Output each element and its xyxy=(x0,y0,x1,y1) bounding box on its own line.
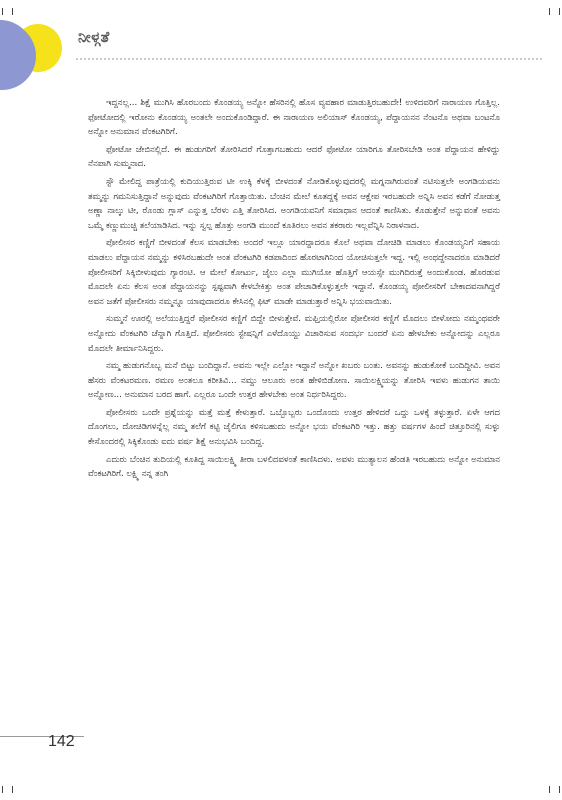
header-dotted-rule xyxy=(76,58,542,60)
paragraph: ಪೋಲೀಸರು ಒಂದೇ ಪ್ರಶ್ನೆಯನ್ನು ಮತ್ತೆ ಮತ್ತೆ ಕೇಳುತ್ತಾರೆ. ಒಬ್ಬೊಬ್ಬರು ಒಂದೊಂದು ಉತ್ತರ ಹೇಳಿದರೆ ಒದ್ದು ಒಳಕ್ಕೆ ತಳ್ಳುತ್ತಾರೆ. ಏಳೇ ಆಗದ ದೊಂಗಲು, ದೋಚಿಡಿಗಳನ್ನೆಲ್ಲ ನಮ್ಮ ತಲೆಗೆ ಕಟ್ಟಿ ಜೈಲಿಗೂ ಕಳಿಸಬಹುದು ಅನ್ನೋ ಭಯ ವೆಂಕಟಗಿರಿ ಇತ್ತು. ಹತ್ತು ವರ್ಷಗಳ ಹಿಂದೆ ಚಿತ್ತೂರಿನಲ್ಲಿ ಸುಳ್ಳು ಕೇಸೊಂದರಲ್ಲಿ ಸಿಕ್ಕಿಕೊಂಡು ಐದು ವರ್ಷ ಶಿಕ್ಷೆ ಅನುಭವಿಸಿ ಬಂದಿದ್ದ. xyxy=(88,407,500,448)
header-decoration xyxy=(0,0,90,100)
body-text xyxy=(88,96,500,485)
paragraph: ನಮ್ಮ ಹುಡುಗನೊಬ್ಬ ಮನೆ ಬಿಟ್ಟು ಬಂದಿದ್ದಾನೆ. ಅವನು ಇಲ್ಲೇ ಎಲ್ಲೋ ಇದ್ದಾನೆ ಅನ್ನೋ ಖಬರು ಬಂತು. ಅವನನ್ನು ಹುಡುಕೋಕೆ ಬಂದಿದ್ದೀವಿ. ಅವನ ಹೆಸರು ವೆಂಕಟರಮಣ. ರಮಣ ಅಂತಲೂ ಕರೀತಿವಿ... ನಮ್ದು ಆಲೂರು ಅಂತ ಹೇಳಿಬಿಡೋಣ. ಸಾಯಿಲಕ್ಷ್ಮಿಯನ್ನು ತೋರಿಸಿ ಇವಳು ಹುಡುಗನ ತಾಯಿ ಅನ್ನೋಣ... ಅನುಮಾನ ಬರದ ಹಾಗೆ. ಎಲ್ಲರೂ ಒಂದೇ ಉತ್ತರ ಹೇಳಬೇಕು ಅಂತ ನಿರ್ಧರಿಸಿದ್ದರು. xyxy=(88,361,500,401)
crop-mark xyxy=(559,8,560,15)
crop-mark xyxy=(2,786,3,793)
crop-mark xyxy=(549,786,550,793)
paragraph: ಇದ್ದನಲ್ಲ... ಶಿಕ್ಷೆ ಮುಗಿಸಿ ಹೊರಬಂದು ಕೊಂಡಯ್ಯ ಅನ್ನೋ ಹೆಸರಿನಲ್ಲಿ ಹೊಸ ವ್ಯವಹಾರ ಮಾಡುತ್ತಿರಬಹುದೇ! ಉಳಿದವರಿಗೆ ನಾರಾಯಣ ಗೊತ್ತಿಲ್ಲ. ಫೋಟೋದಲ್ಲಿ ಇರೋನು ಕೊಂಡಯ್ಯ ಅಂತಲೇ ಅಂದುಕೊಂಡಿದ್ದಾರೆ. ಈ ನಾರಾಯಣ ಅಲಿಯಾಸ್ ಕೊಂಡಯ್ಯ, ಪೆದ್ದಾಯನನ ನೆಂಟನೊ ಅಥವಾ ಬಂಟನೊ ಅನ್ನೋ ಅನುಮಾನ ವೆಂಕಟಗಿರಿಗೆ. xyxy=(88,98,500,138)
paragraph: ಎದುರು ಬೆಂಚಿನ ತುದಿಯಲ್ಲಿ ಕೂತಿದ್ದ ಸಾಯಿಲಕ್ಷ್ಮಿ ತೀರಾ ಬಳಲಿದವಳಂತೆ ಕಾಣಿಸಿದಳು. ಅವಳು ಮುತ್ಯಾಲನ ಹೆಂಡತಿ ಇರಬಹುದು ಅನ್ನೋ ಅನುಮಾನ ವೆಂಕಟಗಿರಿಗೆ. ಲಕ್ಷ್ಮಿ ನನ್ನ ತಂಗಿ xyxy=(88,454,500,480)
paragraph: ಫೋಟೋ ಜೇಬಿನಲ್ಲಿದೆ. ಈ ಹುಡುಗರಿಗೆ ತೋರಿಸಿದರೆ ಗೊತ್ತಾಗಬಹುದು ಆದರೆ ಫೋಟೋ ಯಾರಿಗೂ ತೋರಿಸಬೇಡಿ ಅಂತ ಪೆದ್ದಾಯನ ಹೇಳಿದ್ದು ನೆನಪಾಗಿ ಸುಮ್ಮನಾದ. xyxy=(88,144,500,170)
crop-mark xyxy=(559,786,560,793)
paragraph: ಪೋಲೀಸರ ಕಣ್ಣಿಗೆ ಬೀಳದಂತೆ ಕೆಲಸ ಮಾಡಬೇಕು ಅಂದರೆ ಇಲ್ಲೂ ಯಾರದ್ದಾದರೂ ಕೊಲೆ ಅಥವಾ ದೋಚಿಡಿ ಮಾಡಲು ಕೊಂಡಯ್ಯನಿಗೆ ಸಹಾಯ ಮಾಡಲು ಪೆದ್ದಾಯನ ನಮ್ಮನ್ನು ಕಳಿಸಿರಬಹುದೇ ಅಂತ ವೆಂಕಟಗಿರಿ ಕಡಪಾದಿಂದ ಹೊರಟಾಗಿನಿಂದ ಯೋಚಿಸುತ್ತಲೇ ಇದ್ದ. ಇಲ್ಲಿ ಅಂಥದ್ದೇನಾದರೂ ಮಾಡಿದರೆ ಪೋಲೀಸರಿಗೆ ಸಿಕ್ಕಿಬೀಳುವುದು ಗ್ಯಾರಂಟಿ. ಆ ಮೇಲೆ ಕೋರ್ಟು, ಜೈಲು ಎಲ್ಲಾ ಮುಗಿಯೋ ಹೊತ್ತಿಗೆ ಆಯಸ್ಸೇ ಮುಗಿದಿರುತ್ತೆ ಅಂದುಕೊಂಡ. ಹೊರಡುವ ಮೊದಲೇ ಏನು ಕೆಲಸ ಅಂತ ಪೆದ್ದಾಯನನ್ನು ಸ್ಪಷ್ಟವಾಗಿ ಕೇಳಬೇಕಿತ್ತು ಅಂತ ಪೇಚಾಡಿಕೊಳ್ಳುತ್ತಲೇ ಇದ್ದಾನೆ. ಕೊಂಡಯ್ಯ ಪೋಲೀಸರಿಗೆ ಬೇಕಾದವನಾಗಿದ್ದರೆ ಅವನ ಜತೆಗೆ ಪೋಲೀಸರು ನಮ್ಮನ್ನೂ ಯಾವುದಾದರೂ ಕೇಸಿನಲ್ಲಿ ಫಿಟ್ ಮಾಡೇ ಮಾಡುತ್ತಾರೆ ಅನ್ನಿಸಿ ಭಯವಾಯಿತು. xyxy=(88,238,500,307)
crop-mark xyxy=(549,8,550,15)
crop-mark xyxy=(12,786,13,793)
paragraph: ಸ್ಟೌ ಮೇಲಿದ್ದ ಪಾತ್ರೆಯಲ್ಲಿ ಕುದಿಯುತ್ತಿರುವ ಟೀ ಉಕ್ಕಿ ಕೆಳಕ್ಕೆ ಬೀಳದಂತೆ ನೋಡಿಕೊಳ್ಳುವುದರಲ್ಲಿ ಮಗ್ನನಾಗಿರುವಂತೆ ನಟಿಸುತ್ತಲೇ ಅಂಗಡಿಯವನು ತಮ್ಮನ್ನು ಗಮನಿಸುತ್ತಿದ್ದಾನೆ ಅನ್ನುವುದು ವೆಂಕಟಗಿರಿಗೆ ಗೊತ್ತಾಯಿತು. ಬೆಂಚಿನ ಮೇಲೆ ಕೂತದ್ದಕ್ಕೆ ಅವನ ಆಕ್ಷೇಪ ಇರಬಹುದೇ ಅನ್ನಿಸಿ ಅವನ ಕಡೆಗೆ ನೋಡುತ್ತ ಅಣ್ಣಾ ನಾಲ್ಕು ಟೀ, ರೊಂಡು ಗ್ಲಾಸ್ ಎನ್ನುತ್ತ ಬೆರಳು ಎತ್ತಿ ತೋರಿಸಿದ. ಅಂಗಡಿಯವನಿಗೆ ಸಮಾಧಾನ ಆದಂತೆ ಕಾಣಿಸಿತು. ಕೊಡುತ್ತೇನೆ ಅನ್ನುವಂತೆ ಅವನು ಒಮ್ಮೆ ಕಣ್ಣುಮುಚ್ಚಿ ತಲೆಯಾಡಿಸಿದ. ಇನ್ನು ಸ್ವಲ್ಪ ಹೊತ್ತು ಅಂಗಡಿ ಮುಂದೆ ಕೂತಿರಲು ಅವನ ತಕರಾರು ಇಲ್ಲವೆನ್ನಿಸಿ ನಿರಾಳನಾದ. xyxy=(88,176,500,231)
paragraph: ಸುಮ್ಮನೆ ಊರಲ್ಲಿ ಅಲೆಯುತ್ತಿದ್ದರೆ ಪೋಲೀಸರ ಕಣ್ಣಿಗೆ ಬಿದ್ದೇ ಬೀಳುತ್ತೇವೆ. ಮಫ್ತಿಯಲ್ಲಿರೋ ಪೋಲೀಸರ ಕಣ್ಣಿಗೆ ಮೊದಲು ಬೀಳೋದು ನಮ್ಮಂಥವರೇ ಅನ್ನೋದು ವೆಂಕಟಗಿರಿ ಚೆನ್ನಾಗಿ ಗೊತ್ತಿದೆ. ಪೋಲೀಸರು ಸ್ಟೇಷನ್ನಿಗೆ ಎಳೆದೊಯ್ದು ವಿಚಾರಿಸುವ ಸಂದರ್ಭ ಬಂದರೆ ಏನು ಹೇಳಬೇಕು ಅನ್ನೋದನ್ನು ಎಲ್ಲರೂ ಮೊದಲೇ ತೀರ್ಮಾನಿಸಿದ್ದರು. xyxy=(88,314,500,354)
page-number: 142 xyxy=(48,733,75,750)
chapter-title: ನೀಳ್ಗತೆ xyxy=(78,28,110,46)
